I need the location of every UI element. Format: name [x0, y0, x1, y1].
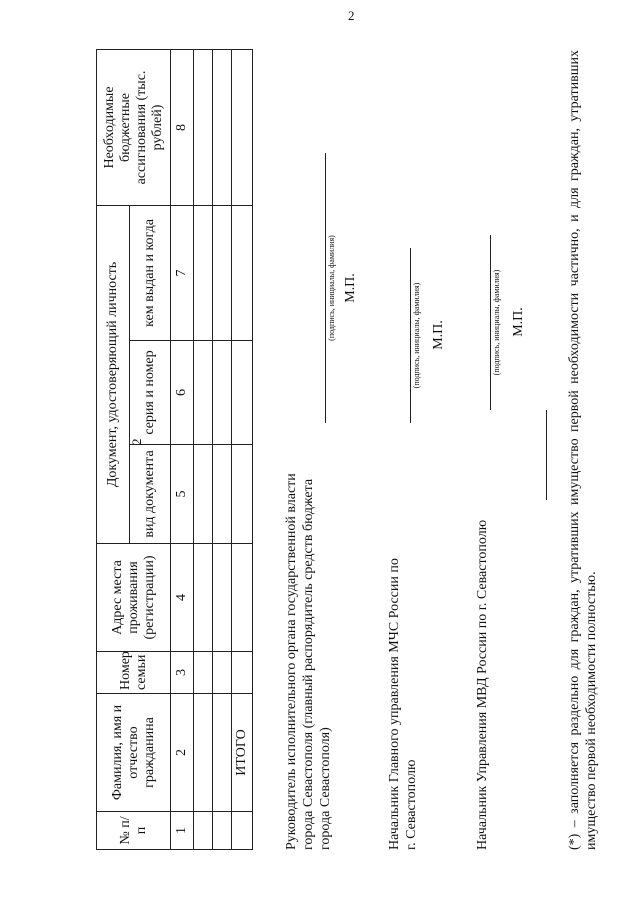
- column-number: 5: [171, 445, 194, 544]
- total-row: [232, 49, 253, 849]
- signature-block-emergency: [386, 50, 456, 850]
- table-cell: [213, 205, 232, 340]
- signature-title: Начальник Управления МВД России по г. Севастополю: [475, 519, 490, 850]
- table-cell: [232, 205, 253, 340]
- table-cell: [232, 812, 253, 850]
- rotated-page-content: [96, 50, 626, 850]
- header-budget-allocations: Необходимые бюджетные ассигнования (тыс. рублей): [97, 49, 171, 205]
- column-number: 1: [171, 812, 194, 850]
- table-cell: [213, 341, 232, 445]
- table-cell: [194, 341, 213, 445]
- footnote: (*) – заполняется раздельно для граждан, утративших имущество первой необходимости частично, и для граждан, утративших имущество первой необходимости полностью.: [567, 50, 599, 850]
- table-row: [213, 49, 232, 849]
- header-document-type: вид документа: [130, 445, 171, 544]
- table-cell: [194, 694, 213, 812]
- column-number: 8: [171, 49, 194, 205]
- table-cell: [194, 544, 213, 652]
- total-label: ИТОГО: [232, 694, 253, 812]
- column-number: 2: [171, 694, 194, 812]
- footnote-separator: [546, 410, 547, 500]
- table-cell: [232, 445, 253, 544]
- column-number: 3: [171, 652, 194, 694]
- page-number-rotated: 2: [129, 438, 144, 445]
- signature-block-executive: [283, 50, 358, 850]
- column-numbers-row: [171, 49, 194, 849]
- table-cell: [194, 205, 213, 340]
- table-cell: [213, 652, 232, 694]
- table-cell: [213, 49, 232, 205]
- header-identity-document: Документ, удостоверяющий личность: [97, 205, 130, 543]
- header-no: № п/п: [97, 812, 171, 850]
- signature-caption: (подпись, инициалы, фамилия): [327, 235, 336, 341]
- header-document-series: серия и номер: [130, 341, 171, 445]
- stamp-placeholder: М.П.: [343, 273, 358, 303]
- signature-caption: (подпись, инициалы, фамилия): [492, 269, 501, 376]
- signature-line: [490, 235, 491, 410]
- table-row: [194, 49, 213, 849]
- signature-line: [410, 248, 411, 423]
- table-cell: [232, 544, 253, 652]
- header-address: Адрес места проживания (регистрации): [97, 544, 171, 652]
- signature-title: Руководитель исполнительного органа государственной власти города Севастополя (главный распорядитель средств бюджета города Севастополя): [284, 473, 333, 850]
- table-cell: [194, 812, 213, 850]
- signature-block-police: [474, 50, 544, 850]
- signature-caption: (подпись, инициалы, фамилия): [412, 282, 421, 389]
- table-cell: [213, 544, 232, 652]
- table-cell: [232, 652, 253, 694]
- header-name: Фамилия, имя и отчество гражданина: [97, 694, 171, 812]
- stamp-placeholder: М.П.: [431, 320, 446, 350]
- page-number: 2: [348, 8, 355, 23]
- table-cell: [213, 445, 232, 544]
- signature-line: [325, 153, 326, 423]
- column-number: 7: [171, 205, 194, 340]
- table-cell: [194, 49, 213, 205]
- table-cell: [194, 445, 213, 544]
- table-cell: [232, 341, 253, 445]
- column-number: 6: [171, 341, 194, 445]
- header-document-issued: кем выдан и когда: [130, 205, 171, 340]
- table-cell: [232, 49, 253, 205]
- stamp-placeholder: М.П.: [511, 307, 526, 337]
- table-cell: [213, 694, 232, 812]
- column-number: 4: [171, 544, 194, 652]
- table-cell: [194, 652, 213, 694]
- signature-title: Начальник Главного управления МЧС России по г. Севастополю: [387, 558, 419, 850]
- table-cell: [213, 812, 232, 850]
- citizens-table: [96, 49, 253, 850]
- header-family-number: Номер семьи: [97, 652, 171, 694]
